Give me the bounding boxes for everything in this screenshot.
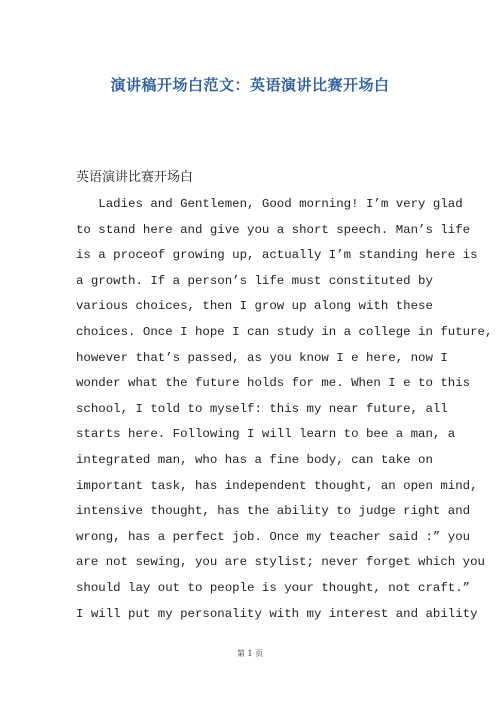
body-line: starts here. Following I will learn to bee a man, a [76, 427, 456, 442]
body-text [76, 192, 493, 627]
body-line: I will put my personality with my interest and ability [76, 606, 478, 621]
body-line: a growth. If a person’s life must constituted by [76, 273, 433, 288]
body-line: school, I told to myself: this my near future, all [76, 401, 448, 416]
body-line: are not sewing, you are stylist; never forget which you [76, 555, 485, 570]
body-line: various choices, then I grow up along with these [76, 299, 433, 314]
body-line: is a proceof growing up, actually I’m standing here is [76, 248, 478, 263]
body-line: to stand here and give you a short speech. Man’s life [76, 222, 471, 237]
page-number: 第 1 页 [236, 649, 264, 658]
document-title: 演讲稿开场白范文：英语演讲比赛开场白 [110, 76, 390, 94]
body-line: choices. Once I hope I can study in a college in future, [76, 324, 493, 339]
section-heading: 英语演讲比赛开场白 [76, 170, 194, 185]
body-line: wonder what the future holds for me. When I e to this [76, 376, 471, 391]
body-line: should lay out to people is your thought, not craft.” [76, 580, 471, 595]
body-line: important task, has independent thought, an open mind, [76, 478, 478, 493]
body-line: integrated man, who has a fine body, can take on [76, 452, 433, 467]
body-line: intensive thought, has the ability to judge right and [76, 504, 471, 519]
body-line: wrong, has a perfect job. Once my teacher said :” you [76, 529, 471, 544]
body-line: however that’s passed, as you know I e here, now I [76, 350, 448, 365]
body-line: Ladies and Gentlemen, Good morning! I’m very glad [76, 197, 463, 211]
